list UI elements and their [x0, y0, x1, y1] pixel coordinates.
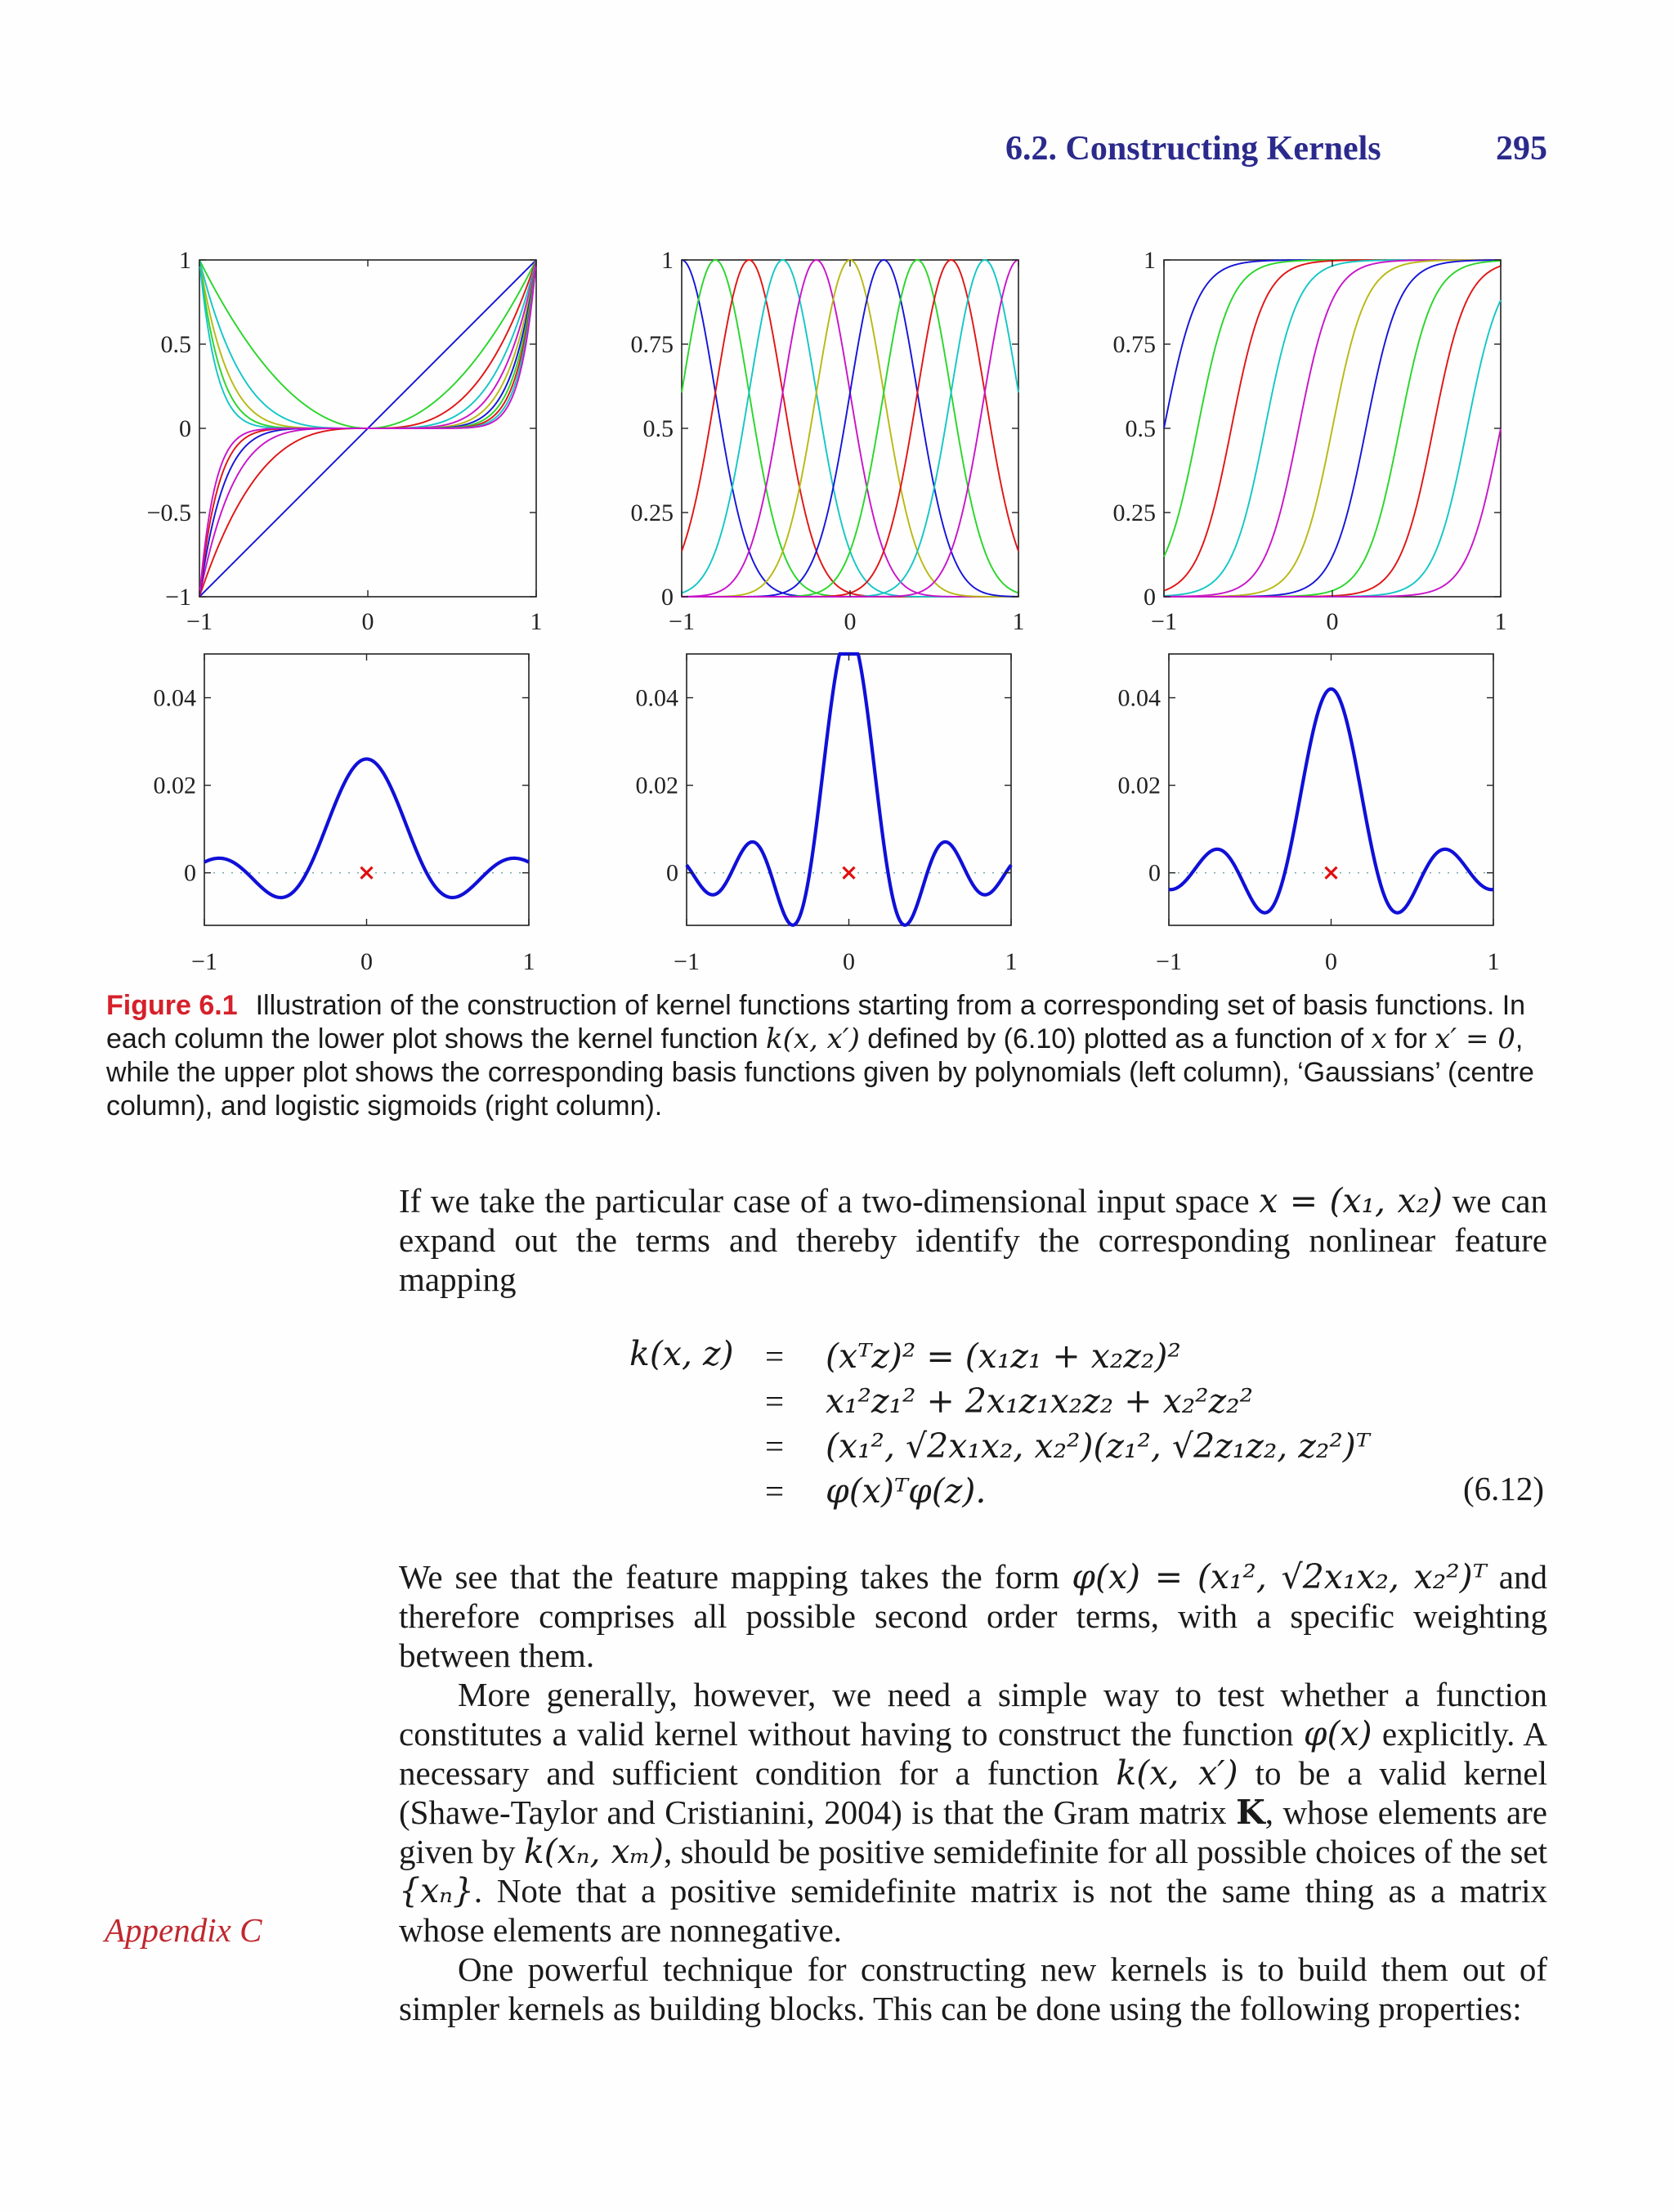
- x-tick-label-sigmoid-1: 0: [1326, 608, 1339, 635]
- figure-label: Figure 6.1: [106, 990, 238, 1021]
- kernel-curve-ksig: [1169, 689, 1493, 913]
- y-tick-label-gauss-0: 1: [661, 247, 674, 274]
- y-tick-label-sigmoid-2: 0.5: [1125, 415, 1156, 442]
- x-tick-label-gauss-0: −1: [669, 608, 695, 635]
- figure-caption: Figure 6.1 Illustration of the construction of kernel functions starting from a corresponding set of basis functions. In each column the lower plot shows the kernel function k(x, x′) defined by (6.10) plotted as a function of x for x′ = 0, while the upper plot shows the corresponding basis functions given by polynomials (left column), ‘Gaussians’ (centre column), and logistic sigmoids (right column).: [106, 990, 1534, 1122]
- x-prime-marker-kgauss: [844, 867, 855, 879]
- y-tick-label-kpoly-1: 0.02: [153, 772, 196, 799]
- y-tick-label-sigmoid-4: 0: [1144, 584, 1156, 611]
- paragraph-intro: If we take the particular case of a two-dimensional input space x = (x₁, x₂) we can expand out the terms and thereby identify the corresponding nonlinear feature mapping: [399, 1181, 1548, 1298]
- figure-6-1: [0, 0, 1674, 981]
- basis-curve-gauss-6: [682, 260, 1018, 597]
- equation-equals-column: = = = =: [765, 1337, 785, 1510]
- equation-rhs: [826, 1334, 1370, 1514]
- y-tick-label-kgauss-0: 0.04: [635, 684, 678, 712]
- x-tick-label-gauss-1: 0: [844, 608, 857, 635]
- basis-curve-gauss-1: [682, 260, 1018, 597]
- x-tick-label-poly-0: −1: [186, 608, 213, 635]
- x-tick-label-ksig-0: −1: [1156, 948, 1182, 975]
- plot-frame-ksig: [1169, 654, 1493, 925]
- plot-frame-kgauss: [687, 654, 1011, 925]
- y-tick-label-sigmoid-1: 0.75: [1112, 331, 1156, 358]
- x-tick-label-gauss-2: 1: [1012, 608, 1025, 635]
- x-tick-label-kpoly-0: −1: [191, 948, 217, 975]
- page-number: 295: [1496, 130, 1547, 168]
- y-tick-label-kpoly-0: 0.04: [153, 684, 196, 712]
- x-tick-label-ksig-1: 0: [1325, 948, 1337, 975]
- y-tick-label-ksig-0: 0.04: [1117, 684, 1161, 712]
- equation-number: (6.12): [1463, 1470, 1545, 1507]
- basis-curve-sigmoid-10: [1164, 428, 1501, 597]
- x-tick-label-kpoly-1: 0: [360, 948, 373, 975]
- sidenote-appendix-c: Appendix C: [105, 1911, 262, 1949]
- paragraph-valid-kernel: More generally, however, we need a simple way to test whether a function constitutes a valid kernel without having to construct the function φ(x) explicitly. A necessary and sufficient condition for a function k(x, x′) to be a valid kernel (Shawe-Taylor and Cristianini, 2004) is that the Gram matrix K, whose elements are given by k(xₙ, xₘ), should be positive semidefinite for all possible choices of the set {xₙ}. Note that a positive semidefinite matrix is not the same thing as a matrix whose elements are nonnegative.: [399, 1676, 1547, 1949]
- paragraph-feature-mapping: We see that the feature mapping takes the form φ(x) = (x₁², √2x₁x₂, x₂²)ᵀ and therefore comprises all possible second order terms, with a specific weighting between them.: [399, 1557, 1547, 1674]
- y-tick-label-sigmoid-0: 1: [1144, 247, 1156, 274]
- y-tick-label-kpoly-2: 0: [184, 859, 196, 887]
- paragraph-building-blocks: One powerful technique for constructing new kernels is to build them out of simpler kernels as building blocks. This can be done using the following properties:: [399, 1950, 1547, 2027]
- equation-line-3: (x₁², √2x₁x₂, x₂²)(z₁², √2z₁z₂, z₂²)ᵀ: [826, 1426, 1371, 1466]
- x-tick-label-kgauss-0: −1: [674, 948, 700, 975]
- y-tick-label-kgauss-1: 0.02: [635, 772, 678, 799]
- x-tick-label-kgauss-2: 1: [1005, 948, 1018, 975]
- section-title: 6.2. Constructing Kernels: [1005, 130, 1381, 168]
- basis-curve-poly-4: [199, 260, 536, 428]
- equation-line-4: φ(x)ᵀφ(z).: [826, 1471, 987, 1511]
- basis-curve-gauss-3: [682, 260, 1018, 597]
- basis-curve-gauss-2: [682, 260, 1018, 597]
- x-tick-label-ksig-2: 1: [1487, 948, 1500, 975]
- x-tick-label-sigmoid-2: 1: [1494, 608, 1507, 635]
- basis-curve-gauss-7: [682, 260, 1018, 597]
- plot-frame-gauss: [682, 260, 1018, 597]
- y-tick-label-poly-0: 1: [179, 247, 191, 274]
- y-tick-label-gauss-1: 0.75: [630, 331, 674, 358]
- x-prime-marker-ksig: [1326, 867, 1337, 879]
- basis-curve-poly-8: [199, 260, 536, 428]
- y-tick-label-poly-3: −0.5: [146, 499, 191, 526]
- kernel-curve-kpoly: [204, 759, 529, 898]
- x-prime-marker-kpoly: [361, 867, 373, 879]
- y-tick-label-ksig-2: 0: [1148, 859, 1161, 887]
- x-tick-label-poly-2: 1: [530, 608, 543, 635]
- y-tick-label-poly-2: 0: [179, 415, 191, 442]
- x-tick-label-sigmoid-0: −1: [1151, 608, 1177, 635]
- basis-curve-sigmoid-5: [1164, 260, 1501, 597]
- y-tick-label-gauss-3: 0.25: [630, 499, 674, 526]
- kernel-curve-kgauss: [687, 654, 1011, 925]
- equation-lhs: k(x, z): [629, 1334, 734, 1373]
- basis-curve-sigmoid-1: [1164, 260, 1501, 557]
- basis-curve-gauss-10: [682, 260, 1018, 597]
- y-tick-label-poly-1: 0.5: [160, 331, 191, 358]
- basis-curve-poly-10: [199, 260, 536, 428]
- x-tick-label-poly-1: 0: [361, 608, 374, 635]
- y-tick-label-ksig-1: 0.02: [1117, 772, 1161, 799]
- basis-curve-gauss-9: [682, 260, 1018, 597]
- y-tick-label-sigmoid-3: 0.25: [1112, 499, 1156, 526]
- y-tick-label-gauss-4: 0: [661, 584, 674, 611]
- basis-curve-gauss-0: [682, 260, 1018, 597]
- basis-curve-sigmoid-9: [1164, 300, 1501, 597]
- basis-curve-sigmoid-0: [1164, 260, 1501, 428]
- basis-curve-poly-6: [199, 260, 536, 428]
- basis-curve-gauss-4: [682, 260, 1018, 597]
- y-tick-label-kgauss-2: 0: [666, 859, 678, 887]
- y-tick-label-poly-4: −1: [165, 584, 191, 611]
- basis-curve-gauss-5: [682, 260, 1018, 597]
- equation-line-2: x₁²z₁² + 2x₁z₁x₂z₂ + x₂²z₂²: [826, 1381, 1254, 1421]
- x-tick-label-kpoly-2: 1: [522, 948, 535, 975]
- x-tick-label-kgauss-1: 0: [843, 948, 855, 975]
- basis-curve-poly-2: [199, 260, 536, 428]
- equation-line-1: (xᵀz)² = (x₁z₁ + x₂z₂)²: [826, 1337, 1181, 1376]
- y-tick-label-gauss-2: 0.5: [642, 415, 674, 442]
- basis-curve-gauss-8: [682, 260, 1018, 597]
- plot-frame-kpoly: [204, 654, 529, 925]
